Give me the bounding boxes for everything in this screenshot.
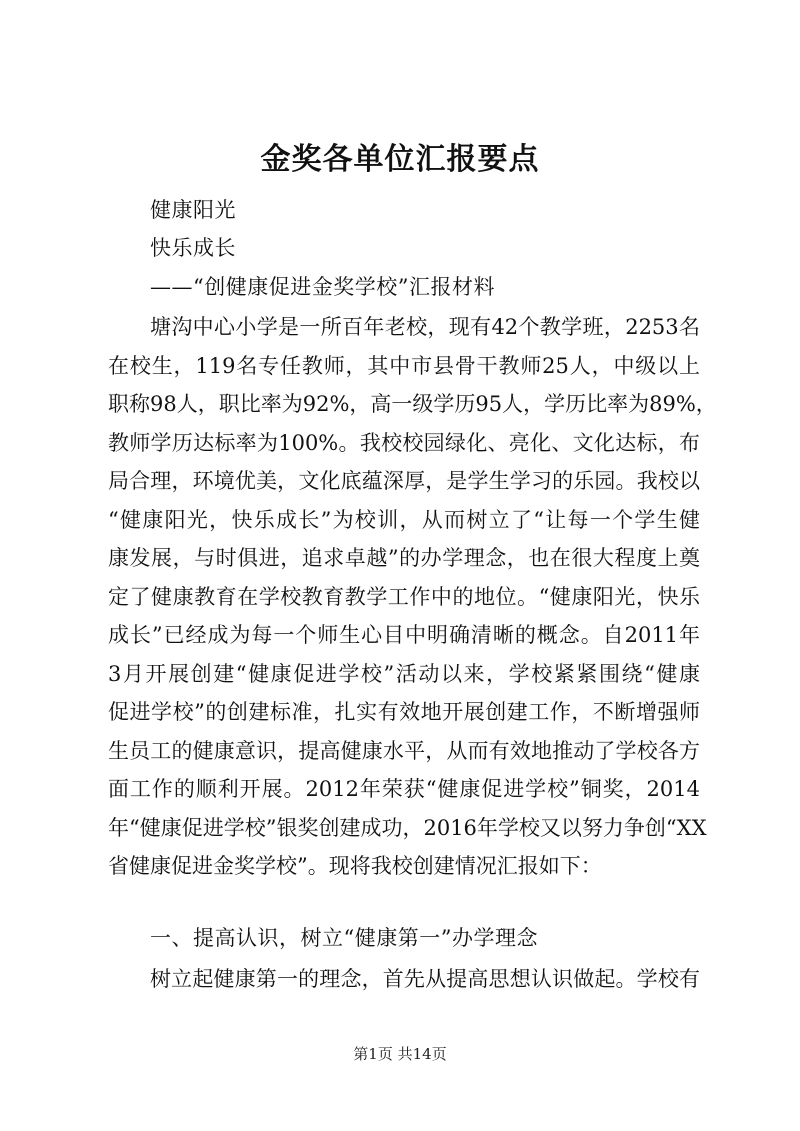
paragraph-line: 教师学历达标率为100%。我校校园绿化、亮化、文化达标，布 (108, 430, 700, 455)
paragraph-line: 局合理，环境优美，文化底蕴深厚，是学生学习的乐园。我校以 (108, 469, 700, 493)
paragraph-line: 促进学校”的创建标准，扎实有效地开展创建工作，不断增强师 (108, 700, 700, 724)
paragraph-line: 3月开展创建“健康促进学校”活动以来，学校紧紧围绕“健康 (108, 661, 700, 686)
subtitle-line-1: 健康阳光 (150, 198, 236, 222)
paragraph-line: 生员工的健康意识，提高健康水平，从而有效地推动了学校各方 (108, 738, 700, 763)
subtitle-line-2: 快乐成长 (150, 236, 236, 260)
page-number-footer: 第1页 共14页 (353, 1045, 447, 1063)
paragraph-2 (108, 960, 700, 999)
document-title: 金奖各单位汇报要点 (260, 142, 540, 177)
paragraph-line: 省健康促进金奖学校”。现将我校创建情况汇报如下： (108, 854, 602, 878)
paragraph-line: 职称98人，职比率为92%，高一级学历95人，学历比率为89%， (108, 392, 717, 416)
paragraph-1 (108, 308, 717, 886)
paragraph-line: 康发展，与时俱进，追求卓越”的办学理念，也在很大程度上奠 (108, 546, 700, 570)
paragraph-line: 在校生，119名专任教师，其中市县骨干教师25人，中级以上 (108, 353, 700, 378)
paragraph-line: 面工作的顺利开展。2012年荣获“健康促进学校”铜奖，2014 (108, 777, 700, 801)
subtitle-line-3: ——“创健康促进金奖学校”汇报材料 (150, 275, 495, 299)
paragraph-line: 塘沟中心小学是一所百年老校，现有42个教学班，2253名 (150, 315, 700, 339)
section-heading-1: 一、提高认识，树立“健康第一”办学理念 (150, 926, 538, 950)
paragraph-line: “健康阳光，快乐成长”为校训，从而树立了“让每一个学生健 (108, 507, 700, 532)
paragraph-line: 树立起健康第一的理念，首先从提高思想认识做起。学校有 (150, 967, 700, 991)
paragraph-line: 定了健康教育在学校教育教学工作中的地位。“健康阳光，快乐 (108, 584, 700, 609)
paragraph-line: 成长”已经成为每一个师生心目中明确清晰的概念。自2011年 (108, 623, 700, 647)
paragraph-line: 年“健康促进学校”银奖创建成功，2016年学校又以努力争创“XX (108, 815, 707, 840)
